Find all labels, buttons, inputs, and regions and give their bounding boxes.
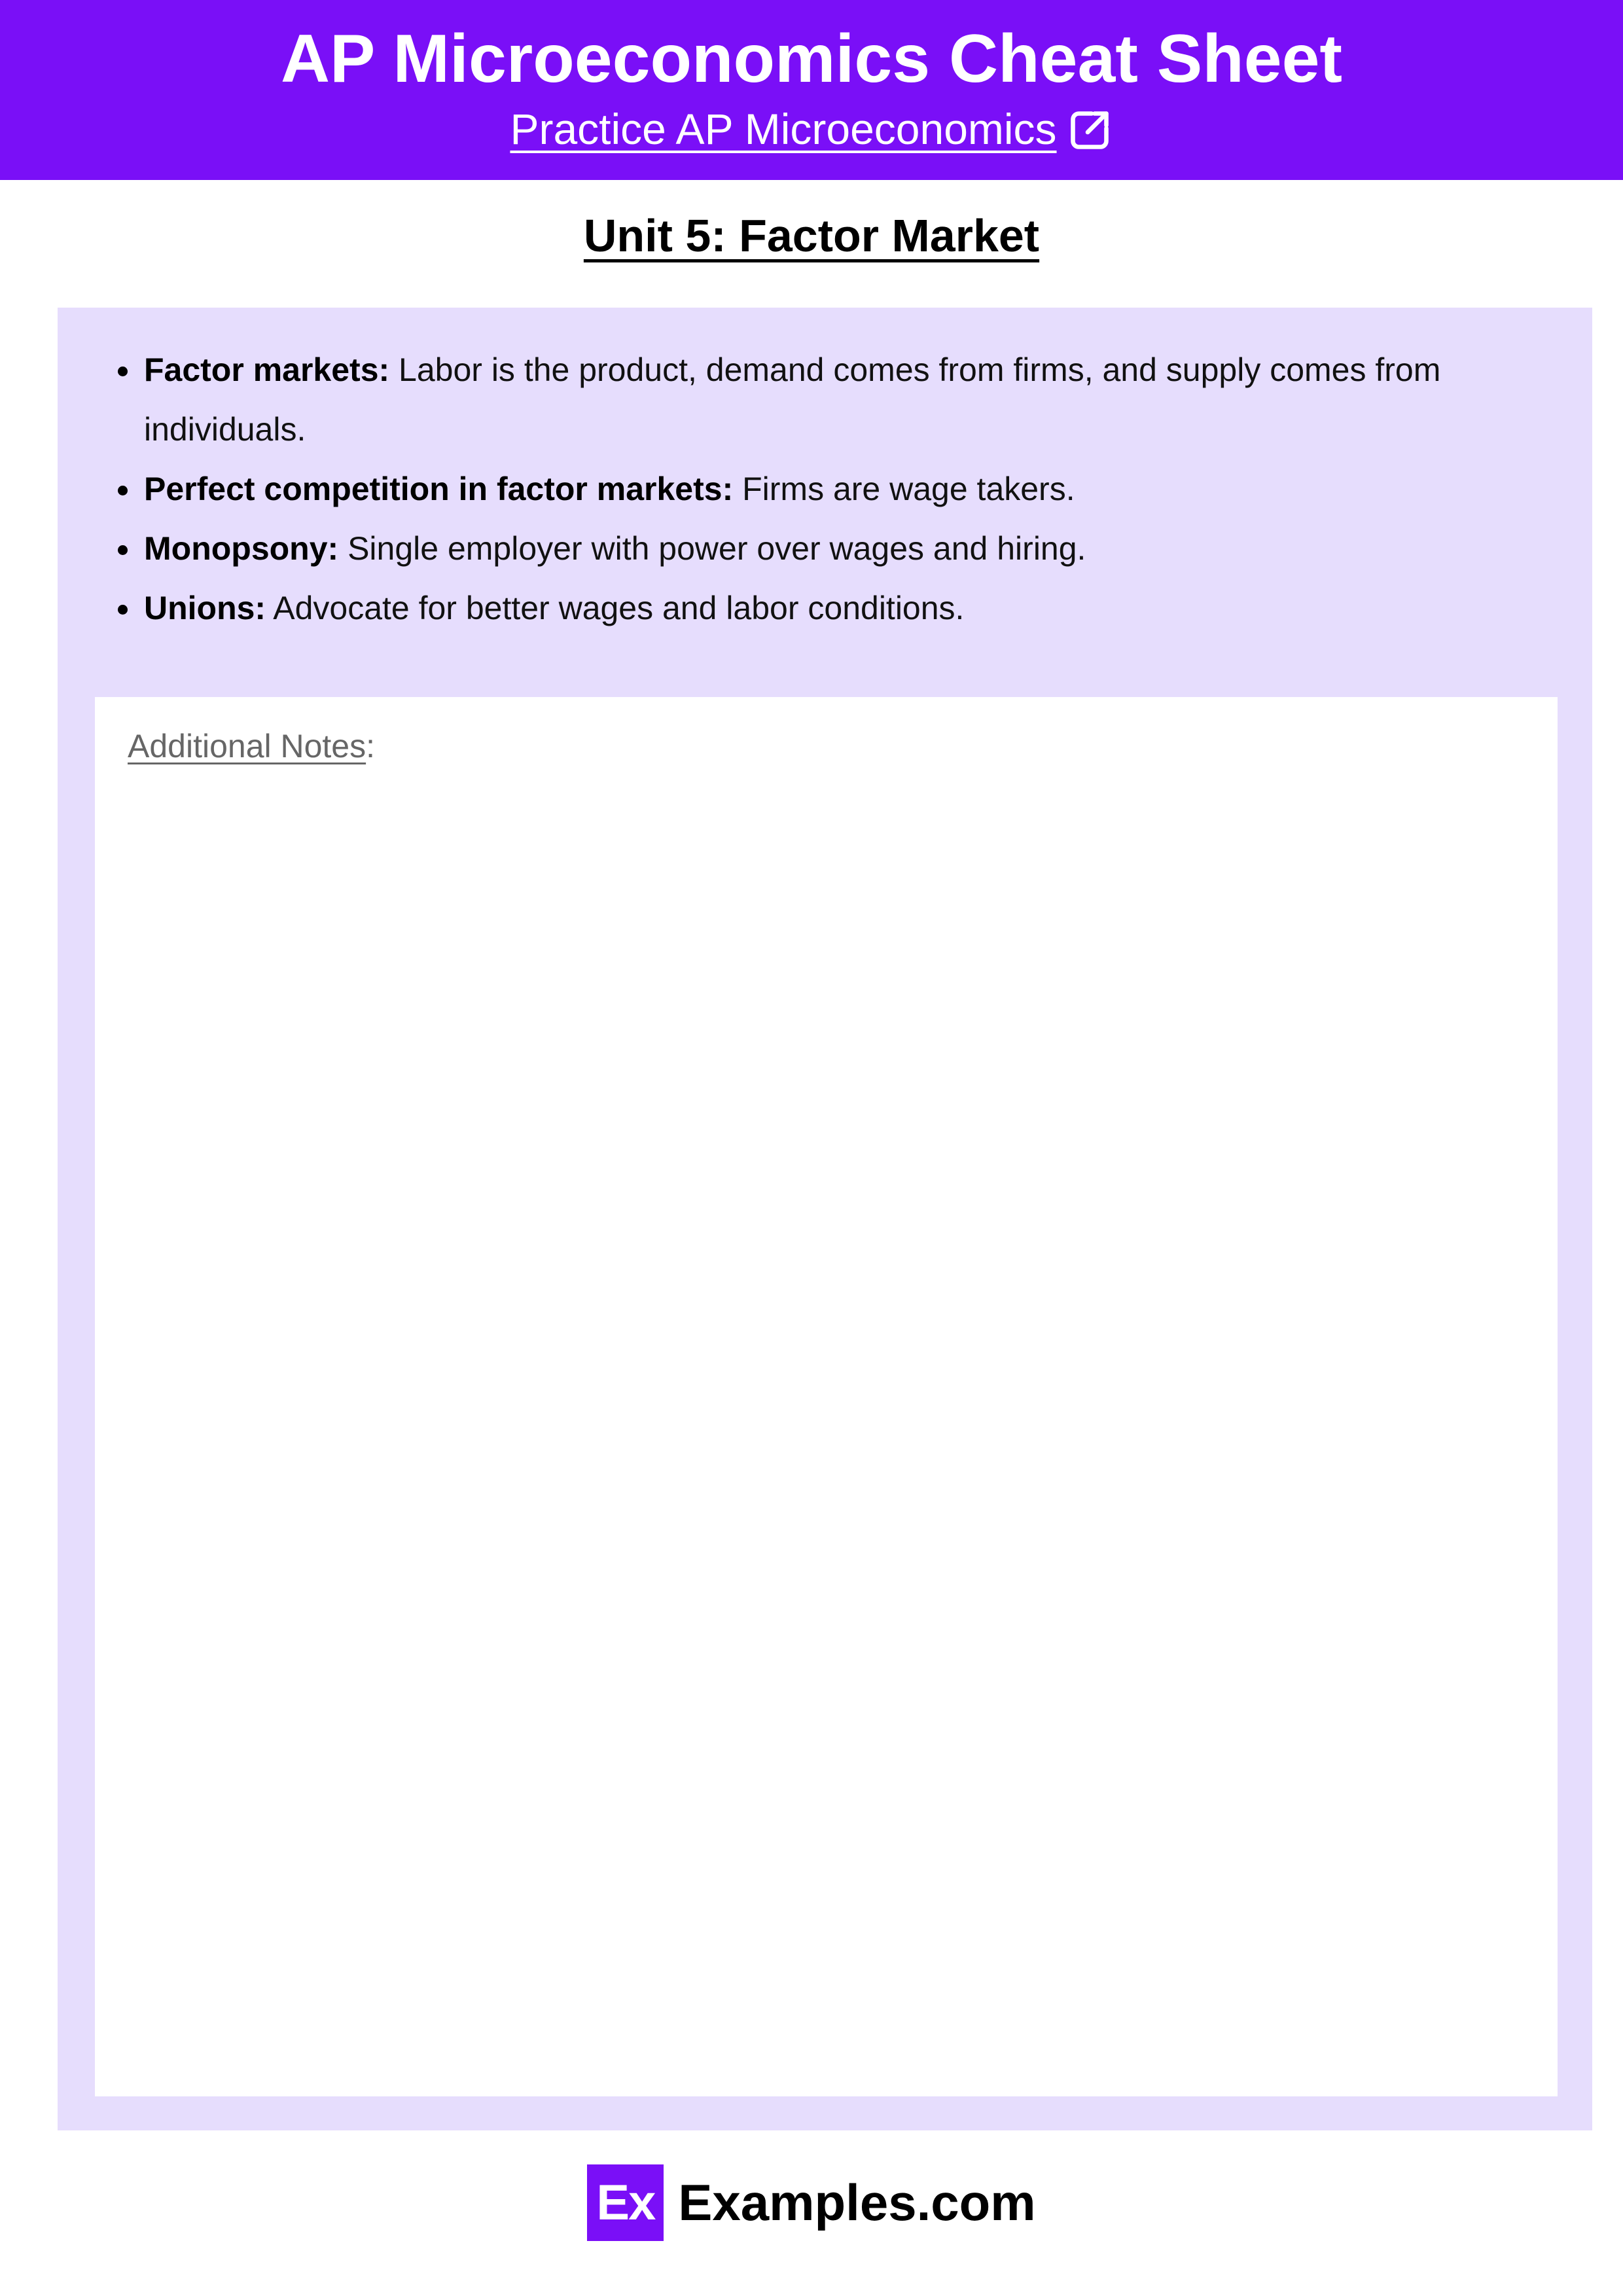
footer-brand: [0, 2163, 1623, 2242]
list-item: [58, 579, 1569, 638]
bullet-term: Perfect competition in factor markets:: [144, 471, 734, 507]
bullet-list: [58, 340, 1569, 638]
bullet-text: Single employer with power over wages and hiring.: [338, 530, 1086, 567]
list-item: [58, 519, 1569, 579]
brand-name: Examples.com: [678, 2173, 1036, 2231]
additional-notes-area[interactable]: [95, 697, 1558, 2096]
notes-label: [128, 723, 375, 769]
bullet-text: Labor is the product, demand comes from firms, and supply comes from individuals.: [144, 351, 1441, 448]
bullet-text: Firms are wage takers.: [733, 471, 1075, 507]
unit-title-text: Unit 5: Factor Market: [583, 210, 1040, 261]
content-panel: [58, 308, 1592, 2130]
practice-link-text[interactable]: Practice AP Microeconomics: [510, 105, 1057, 153]
practice-link[interactable]: [0, 99, 1623, 158]
bullet-term: Unions:: [144, 590, 266, 626]
page-header: [0, 0, 1623, 180]
bullet-term: Monopsony:: [144, 530, 339, 567]
page-title: AP Microeconomics Cheat Sheet: [280, 21, 1343, 97]
list-item: [58, 340, 1569, 459]
external-link-icon[interactable]: [1066, 107, 1113, 154]
notes-label-colon: :: [366, 728, 376, 764]
examples-logo-icon: Ex: [587, 2164, 664, 2241]
notes-label-text: Additional Notes: [128, 728, 366, 764]
unit-title: [0, 204, 1623, 267]
list-item: [58, 459, 1569, 519]
bullet-text: Advocate for better wages and labor conditions.: [266, 590, 965, 626]
bullet-term: Factor markets:: [144, 351, 390, 388]
